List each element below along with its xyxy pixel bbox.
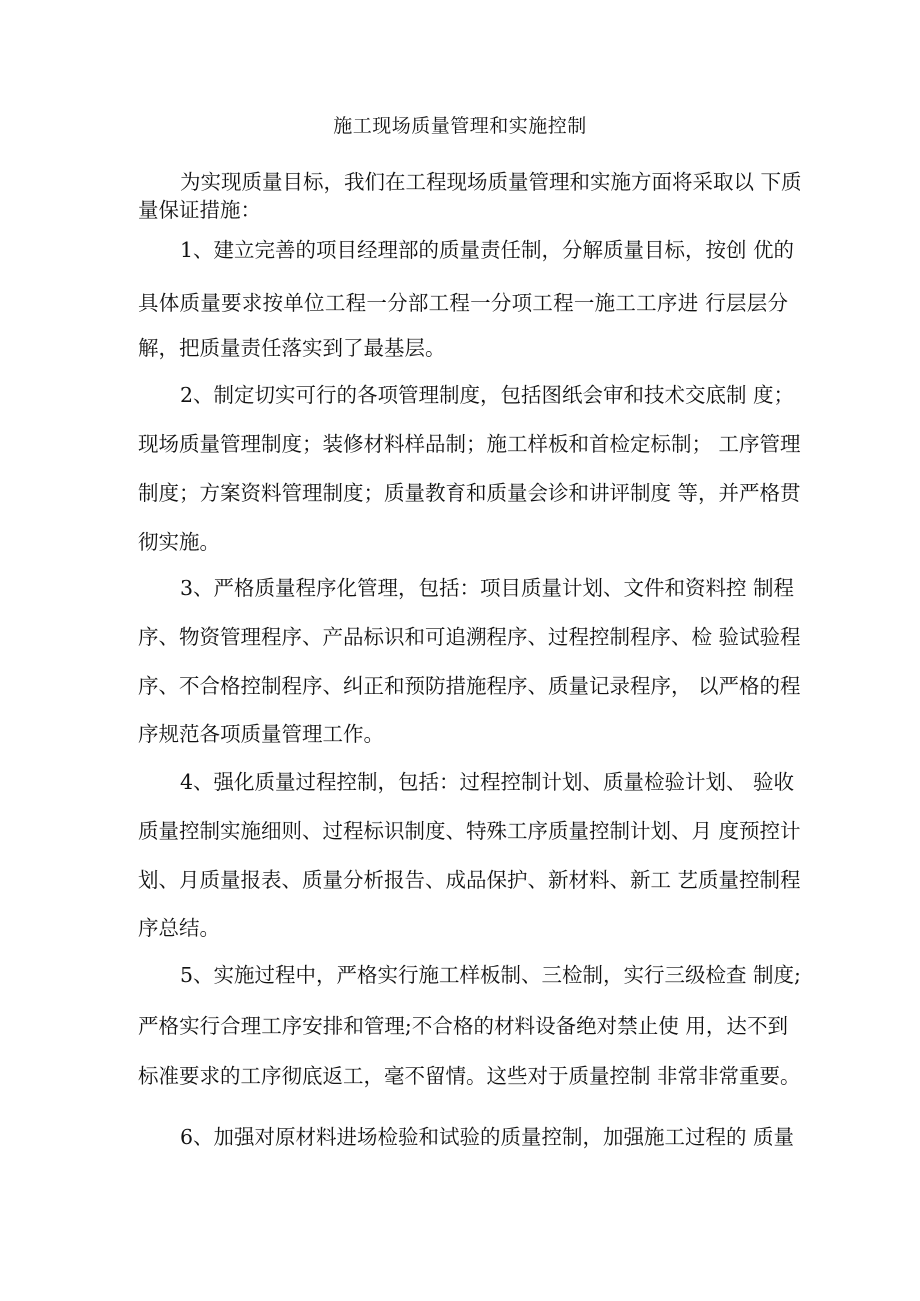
paragraph-3-line-0: 3、严格质量程序化管理，包括：项目质量计划、文件和资料控 制程 xyxy=(180,576,795,600)
paragraph-5-line-1: 严格实行合理工序安排和管理;不合格的材料设备绝对禁止使 用，达不到 xyxy=(138,1014,788,1038)
paragraph-6-line-0: 6、加强对原材料进场检验和试验的质量控制，加强施工过程的 质量 xyxy=(180,1125,795,1149)
paragraph-5-line-2: 标准要求的工序彻底返工，毫不留情。这些对于质量控制 非常非常重要。 xyxy=(138,1064,801,1088)
paragraph-3-line-3: 序规范各项质量管理工作。 xyxy=(138,722,384,746)
paragraph-2-line-0: 2、制定切实可行的各项管理制度，包括图纸会审和技术交底制 度； xyxy=(180,383,795,407)
paragraph-4-line-3: 序总结。 xyxy=(138,916,220,940)
paragraph-1-line-0: 1、建立完善的项目经理部的质量责任制，分解质量目标，按创 优的 xyxy=(180,238,795,262)
paragraph-2-line-2: 制度；方案资料管理制度；质量教育和质量会诊和讲评制度 等，并严格贯 xyxy=(138,481,801,505)
paragraph-5-line-0: 5、实施过程中，严格实行施工样板制、三检制，实行三级检查 制度; xyxy=(180,963,801,987)
paragraph-2-line-1: 现场质量管理制度；装修材料样品制；施工样板和首检定标制； 工序管理 xyxy=(138,432,801,456)
paragraph-4-line-2: 划、月质量报表、质量分析报告、成品保护、新材料、新工 艺质量控制程 xyxy=(138,868,801,892)
paragraph-1-line-2: 解，把质量责任落实到了最基层。 xyxy=(138,336,446,360)
paragraph-0-line-1: 量保证措施： xyxy=(138,198,261,222)
paragraph-3-line-1: 序、物资管理程序、产品标识和可追溯程序、过程控制程序、检 验试验程 xyxy=(138,625,801,649)
paragraph-0-line-0: 为实现质量目标，我们在工程现场质量管理和实施方面将采取以 下质 xyxy=(180,170,802,194)
document-title: 施工现场质量管理和实施控制 xyxy=(333,115,587,137)
paragraph-2-line-3: 彻实施。 xyxy=(138,530,220,554)
paragraph-3-line-2: 序、不合格控制程序、纠正和预防措施程序、质量记录程序， 以严格的程 xyxy=(138,674,801,698)
paragraph-4-line-1: 质量控制实施细则、过程标识制度、特殊工序质量控制计划、月 度预控计 xyxy=(138,819,801,843)
paragraph-4-line-0: 4、强化质量过程控制，包括：过程控制计划、质量检验计划、 验收 xyxy=(180,770,795,794)
paragraph-1-line-1: 具体质量要求按单位工程一分部工程一分项工程一施工工序进 行层层分 xyxy=(138,291,788,315)
